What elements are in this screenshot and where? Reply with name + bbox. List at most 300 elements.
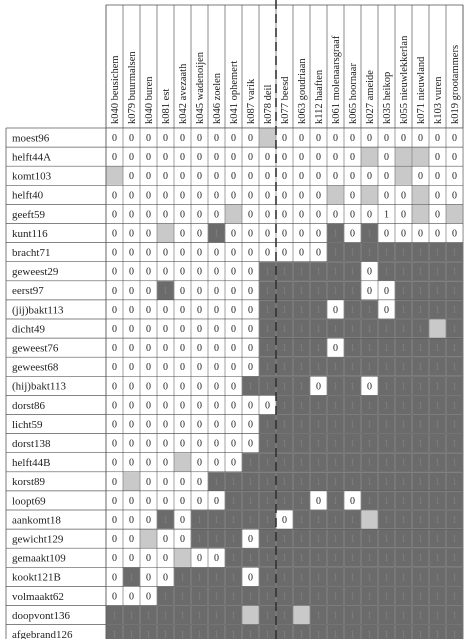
cell-value: 0 [112, 400, 117, 412]
cell-value: 0 [384, 228, 389, 240]
cell-value: 0 [129, 209, 134, 221]
cell-value: 1 [333, 400, 338, 412]
cell-value: 0 [129, 495, 134, 507]
cell-value: 0 [282, 514, 287, 526]
cell-value: 1 [282, 553, 287, 565]
cell-value: 1 [265, 438, 270, 450]
cell-value: 0 [282, 171, 287, 183]
cell-value: 1 [350, 534, 355, 546]
column-header: k103 vuren [433, 76, 444, 124]
cell-value: 0 [231, 343, 236, 355]
cell-value: 1 [265, 553, 270, 565]
cell-value: 0 [180, 476, 185, 488]
cell-value: 0 [146, 304, 151, 316]
cell-value: 1 [401, 495, 406, 507]
row-label: geweest76 [12, 342, 59, 355]
column-header: k078 deil [263, 84, 274, 124]
cell-value: 0 [146, 400, 151, 412]
cell-value: 1 [316, 323, 321, 335]
table-cell [412, 205, 428, 223]
cell-value: 1 [248, 476, 253, 488]
cell-value: 1 [350, 400, 355, 412]
cell-value: 0 [452, 132, 457, 144]
cell-value: 1 [231, 495, 236, 507]
cell-value: 1 [316, 362, 321, 374]
cell-value: 0 [231, 381, 236, 393]
cell-value: 1 [299, 553, 304, 565]
cell-value: 0 [316, 209, 321, 221]
cell-value: 1 [367, 610, 372, 622]
cell-value: 0 [146, 553, 151, 565]
cell-value: 1 [367, 362, 372, 374]
cell-value: 1 [435, 610, 440, 622]
cell-value: 1 [214, 591, 219, 603]
cell-value: 1 [231, 610, 236, 622]
cell-value: 0 [129, 534, 134, 546]
cell-value: 1 [333, 610, 338, 622]
cell-value: 1 [282, 457, 287, 469]
cell-value: 0 [214, 419, 219, 431]
cell-value: 1 [333, 419, 338, 431]
cell-value: 0 [316, 381, 321, 393]
cell-value: 1 [231, 591, 236, 603]
cell-value: 1 [163, 514, 168, 526]
cell-value: 0 [129, 304, 134, 316]
cell-value: 0 [112, 514, 117, 526]
cell-value: 1 [401, 514, 406, 526]
cell-value: 0 [367, 381, 372, 393]
cell-value: 1 [401, 247, 406, 259]
cell-value: 0 [350, 495, 355, 507]
table-cell [123, 472, 139, 490]
cell-value: 1 [231, 534, 236, 546]
cell-value: 0 [180, 190, 185, 202]
cell-value: 1 [435, 266, 440, 278]
cell-value: 1 [299, 591, 304, 603]
cell-value: 1 [265, 285, 270, 297]
cell-value: 1 [384, 610, 389, 622]
cell-value: 1 [418, 266, 423, 278]
cell-value: 1 [384, 266, 389, 278]
cell-value: 0 [282, 152, 287, 164]
row-label: (hij)bakt113 [12, 380, 66, 393]
cell-value: 1 [452, 629, 457, 639]
column-header: k046 zoelen [212, 72, 223, 124]
cell-value: 1 [418, 247, 423, 259]
cell-value: 1 [452, 495, 457, 507]
cell-value: 1 [367, 438, 372, 450]
cell-value: 1 [350, 553, 355, 565]
cell-value: 0 [197, 438, 202, 450]
cell-value: 0 [316, 190, 321, 202]
cell-value: 1 [435, 362, 440, 374]
cell-value: 0 [129, 553, 134, 565]
cell-value: 1 [418, 419, 423, 431]
cell-value: 0 [367, 209, 372, 221]
cell-value: 0 [112, 132, 117, 144]
cell-value: 1 [316, 553, 321, 565]
cell-value: 0 [129, 362, 134, 374]
cell-value: 0 [163, 495, 168, 507]
cell-value: 0 [129, 381, 134, 393]
cell-value: 1 [401, 400, 406, 412]
cell-value: 1 [452, 247, 457, 259]
cell-value: 0 [214, 362, 219, 374]
cell-value: 0 [112, 228, 117, 240]
cell-value: 1 [452, 457, 457, 469]
cell-value: 0 [452, 190, 457, 202]
cell-value: 1 [299, 534, 304, 546]
cell-value: 0 [129, 228, 134, 240]
cell-value: 1 [401, 285, 406, 297]
cell-value: 0 [146, 381, 151, 393]
cell-value: 1 [350, 591, 355, 603]
cell-value: 1 [367, 591, 372, 603]
cell-value: 1 [384, 495, 389, 507]
cell-value: 1 [350, 476, 355, 488]
cell-value: 0 [112, 553, 117, 565]
table-cell [429, 319, 445, 337]
cell-value: 0 [248, 171, 253, 183]
cell-value: 0 [452, 152, 457, 164]
cell-value: 1 [316, 476, 321, 488]
cell-value: 1 [214, 228, 219, 240]
cell-value: 1 [333, 553, 338, 565]
cell-value: 1 [418, 343, 423, 355]
cell-value: 1 [367, 304, 372, 316]
cell-value: 1 [367, 343, 372, 355]
cell-value: 0 [384, 285, 389, 297]
cell-value: 0 [384, 190, 389, 202]
cell-value: 0 [129, 343, 134, 355]
cell-value: 1 [299, 343, 304, 355]
cell-value: 0 [231, 152, 236, 164]
cell-value: 1 [401, 629, 406, 639]
cell-value: 1 [418, 285, 423, 297]
cell-value: 1 [299, 457, 304, 469]
cell-value: 1 [231, 572, 236, 584]
cell-value: 0 [197, 343, 202, 355]
cell-value: 0 [214, 400, 219, 412]
cell-value: 0 [435, 209, 440, 221]
table-cell [140, 530, 156, 548]
cell-value: 1 [316, 629, 321, 639]
cell-value: 0 [146, 495, 151, 507]
cell-value: 0 [112, 534, 117, 546]
row-label: helft44B [12, 457, 51, 470]
row-label: geweest29 [12, 266, 59, 279]
cell-value: 0 [146, 457, 151, 469]
row-label: loopt69 [12, 495, 46, 508]
cell-value: 0 [163, 343, 168, 355]
cell-value: 1 [401, 381, 406, 393]
cell-value: 1 [316, 266, 321, 278]
cell-value: 0 [248, 266, 253, 278]
cell-value: 1 [299, 266, 304, 278]
cell-value: 0 [197, 209, 202, 221]
cell-value: 1 [401, 610, 406, 622]
cell-value: 0 [112, 152, 117, 164]
table-cell [174, 453, 190, 471]
cell-value: 1 [197, 629, 202, 639]
cell-value: 0 [197, 132, 202, 144]
cell-value: 1 [316, 591, 321, 603]
cell-value: 1 [435, 572, 440, 584]
cell-value: 0 [214, 553, 219, 565]
row-label: volmaakt62 [12, 590, 64, 603]
cell-value: 0 [197, 323, 202, 335]
cell-value: 0 [214, 190, 219, 202]
cell-value: 1 [316, 419, 321, 431]
cell-value: 0 [180, 343, 185, 355]
cell-value: 0 [452, 171, 457, 183]
cell-value: 0 [316, 171, 321, 183]
cell-value: 1 [384, 438, 389, 450]
column-header: k019 grootammers [450, 44, 461, 124]
table-cell [361, 186, 377, 204]
cell-value: 0 [197, 400, 202, 412]
cell-value: 1 [180, 572, 185, 584]
cell-value: 0 [112, 247, 117, 259]
cell-value: 1 [282, 629, 287, 639]
cell-value: 0 [299, 209, 304, 221]
cell-value: 1 [401, 419, 406, 431]
cell-value: 0 [163, 152, 168, 164]
cell-value: 0 [367, 266, 372, 278]
cell-value: 0 [435, 190, 440, 202]
cell-value: 0 [112, 362, 117, 374]
cell-value: 0 [384, 152, 389, 164]
cell-value: 1 [231, 629, 236, 639]
row-label: gemaakt109 [12, 552, 66, 565]
cell-value: 1 [333, 438, 338, 450]
cell-value: 0 [180, 209, 185, 221]
cell-value: 0 [248, 343, 253, 355]
cell-value: 1 [333, 247, 338, 259]
cell-value: 0 [129, 400, 134, 412]
cell-value: 0 [248, 572, 253, 584]
cell-value: 1 [367, 476, 372, 488]
cell-value: 1 [401, 343, 406, 355]
cell-value: 0 [231, 438, 236, 450]
cell-value: 1 [452, 476, 457, 488]
cell-value: 1 [452, 591, 457, 603]
cell-value: 1 [367, 495, 372, 507]
cell-value: 1 [367, 629, 372, 639]
cell-value: 1 [350, 438, 355, 450]
cell-value: 0 [112, 209, 117, 221]
cell-value: 0 [180, 304, 185, 316]
cell-value: 0 [197, 304, 202, 316]
table-cell [259, 128, 275, 146]
cell-value: 0 [248, 400, 253, 412]
cell-value: 0 [418, 171, 423, 183]
cell-value: 0 [129, 514, 134, 526]
cell-value: 0 [163, 572, 168, 584]
cell-value: 1 [299, 419, 304, 431]
cell-value: 1 [367, 419, 372, 431]
cell-value: 0 [282, 190, 287, 202]
cell-value: 0 [197, 152, 202, 164]
cell-value: 1 [299, 514, 304, 526]
cell-value: 0 [214, 304, 219, 316]
cell-value: 1 [401, 362, 406, 374]
cell-value: 1 [316, 438, 321, 450]
cell-value: 1 [163, 610, 168, 622]
cell-value: 1 [265, 419, 270, 431]
cell-value: 0 [231, 362, 236, 374]
cell-value: 1 [282, 572, 287, 584]
cell-value: 0 [129, 285, 134, 297]
cell-value: 0 [180, 285, 185, 297]
cell-value: 1 [333, 514, 338, 526]
row-label: afgebrand126 [12, 628, 73, 639]
cell-value: 0 [112, 323, 117, 335]
cell-value: 0 [146, 190, 151, 202]
cell-value: 1 [384, 362, 389, 374]
row-label: aankomt18 [12, 514, 61, 527]
cell-value: 0 [299, 152, 304, 164]
cell-value: 1 [333, 228, 338, 240]
cell-value: 0 [248, 534, 253, 546]
cell-value: 1 [163, 591, 168, 603]
cell-value: 0 [146, 476, 151, 488]
cell-value: 1 [435, 495, 440, 507]
cell-value: 1 [197, 591, 202, 603]
cell-value: 0 [146, 228, 151, 240]
cell-value: 1 [265, 591, 270, 603]
cell-value: 0 [231, 171, 236, 183]
cell-value: 1 [384, 419, 389, 431]
cell-value: 1 [384, 591, 389, 603]
table-cell [412, 148, 428, 166]
cell-value: 1 [299, 572, 304, 584]
cell-value: 1 [282, 534, 287, 546]
cell-value: 1 [350, 362, 355, 374]
cell-value: 0 [112, 304, 117, 316]
cell-value: 0 [163, 190, 168, 202]
cell-value: 1 [265, 323, 270, 335]
column-header: k040 buren [144, 76, 155, 124]
cell-value: 1 [282, 343, 287, 355]
cell-value: 0 [231, 400, 236, 412]
cell-value: 1 [350, 304, 355, 316]
cell-value: 0 [163, 247, 168, 259]
cell-value: 1 [452, 381, 457, 393]
cell-value: 0 [146, 323, 151, 335]
cell-value: 0 [418, 228, 423, 240]
cell-value: 1 [384, 553, 389, 565]
cell-value: 1 [299, 438, 304, 450]
cell-value: 0 [435, 132, 440, 144]
cell-value: 0 [316, 247, 321, 259]
row-label: dicht49 [12, 323, 45, 336]
cell-value: 0 [163, 419, 168, 431]
cell-value: 0 [248, 190, 253, 202]
cell-value: 1 [452, 266, 457, 278]
table-cell [395, 167, 411, 185]
cell-value: 0 [180, 438, 185, 450]
cell-value: 0 [129, 266, 134, 278]
cell-value: 0 [180, 323, 185, 335]
cell-value: 1 [333, 629, 338, 639]
cell-value: 0 [401, 132, 406, 144]
cell-value: 0 [401, 228, 406, 240]
cell-value: 0 [248, 419, 253, 431]
cell-value: 1 [265, 514, 270, 526]
cell-value: 1 [435, 419, 440, 431]
cell-value: 0 [214, 457, 219, 469]
cell-value: 1 [265, 457, 270, 469]
cell-value: 0 [384, 132, 389, 144]
cell-value: 1 [146, 629, 151, 639]
cell-value: 1 [333, 381, 338, 393]
cell-value: 1 [435, 591, 440, 603]
cell-value: 1 [367, 323, 372, 335]
cell-value: 1 [384, 343, 389, 355]
cell-value: 1 [316, 457, 321, 469]
row-label: bracht71 [12, 246, 51, 259]
cell-value: 0 [197, 495, 202, 507]
table-cell [242, 606, 258, 624]
cell-value: 0 [231, 190, 236, 202]
row-label: licht59 [12, 418, 43, 431]
cell-value: 1 [316, 534, 321, 546]
cell-value: 1 [265, 476, 270, 488]
cell-value: 0 [214, 285, 219, 297]
cell-value: 1 [350, 457, 355, 469]
cell-value: 0 [146, 514, 151, 526]
cell-value: 0 [367, 132, 372, 144]
cell-value: 1 [299, 362, 304, 374]
cell-value: 1 [265, 362, 270, 374]
cell-value: 1 [418, 495, 423, 507]
cell-value: 1 [214, 514, 219, 526]
cell-value: 0 [333, 171, 338, 183]
cell-value: 1 [248, 514, 253, 526]
cell-value: 0 [163, 132, 168, 144]
cell-value: 0 [418, 132, 423, 144]
cell-value: 1 [333, 591, 338, 603]
table-cell [361, 148, 377, 166]
cell-value: 1 [384, 514, 389, 526]
cell-value: 1 [384, 476, 389, 488]
cell-value: 0 [282, 228, 287, 240]
cell-value: 0 [299, 228, 304, 240]
cell-value: 1 [350, 629, 355, 639]
cell-value: 1 [282, 266, 287, 278]
cell-value: 1 [401, 572, 406, 584]
cell-value: 1 [265, 629, 270, 639]
cell-value: 0 [129, 171, 134, 183]
column-header: k071 nieuwland [416, 56, 427, 124]
cell-value: 1 [214, 572, 219, 584]
cell-value: 1 [435, 400, 440, 412]
cell-value: 1 [418, 381, 423, 393]
table-cell [412, 186, 428, 204]
cell-value: 0 [435, 228, 440, 240]
cell-value: 1 [418, 553, 423, 565]
row-label: dorst86 [12, 399, 45, 412]
cell-value: 0 [214, 495, 219, 507]
cell-value: 1 [231, 514, 236, 526]
cell-value: 0 [248, 304, 253, 316]
column-header: k112 haaften [314, 69, 325, 124]
cell-value: 1 [316, 610, 321, 622]
cell-value: 0 [146, 285, 151, 297]
cell-value: 0 [146, 438, 151, 450]
cell-value: 1 [231, 476, 236, 488]
